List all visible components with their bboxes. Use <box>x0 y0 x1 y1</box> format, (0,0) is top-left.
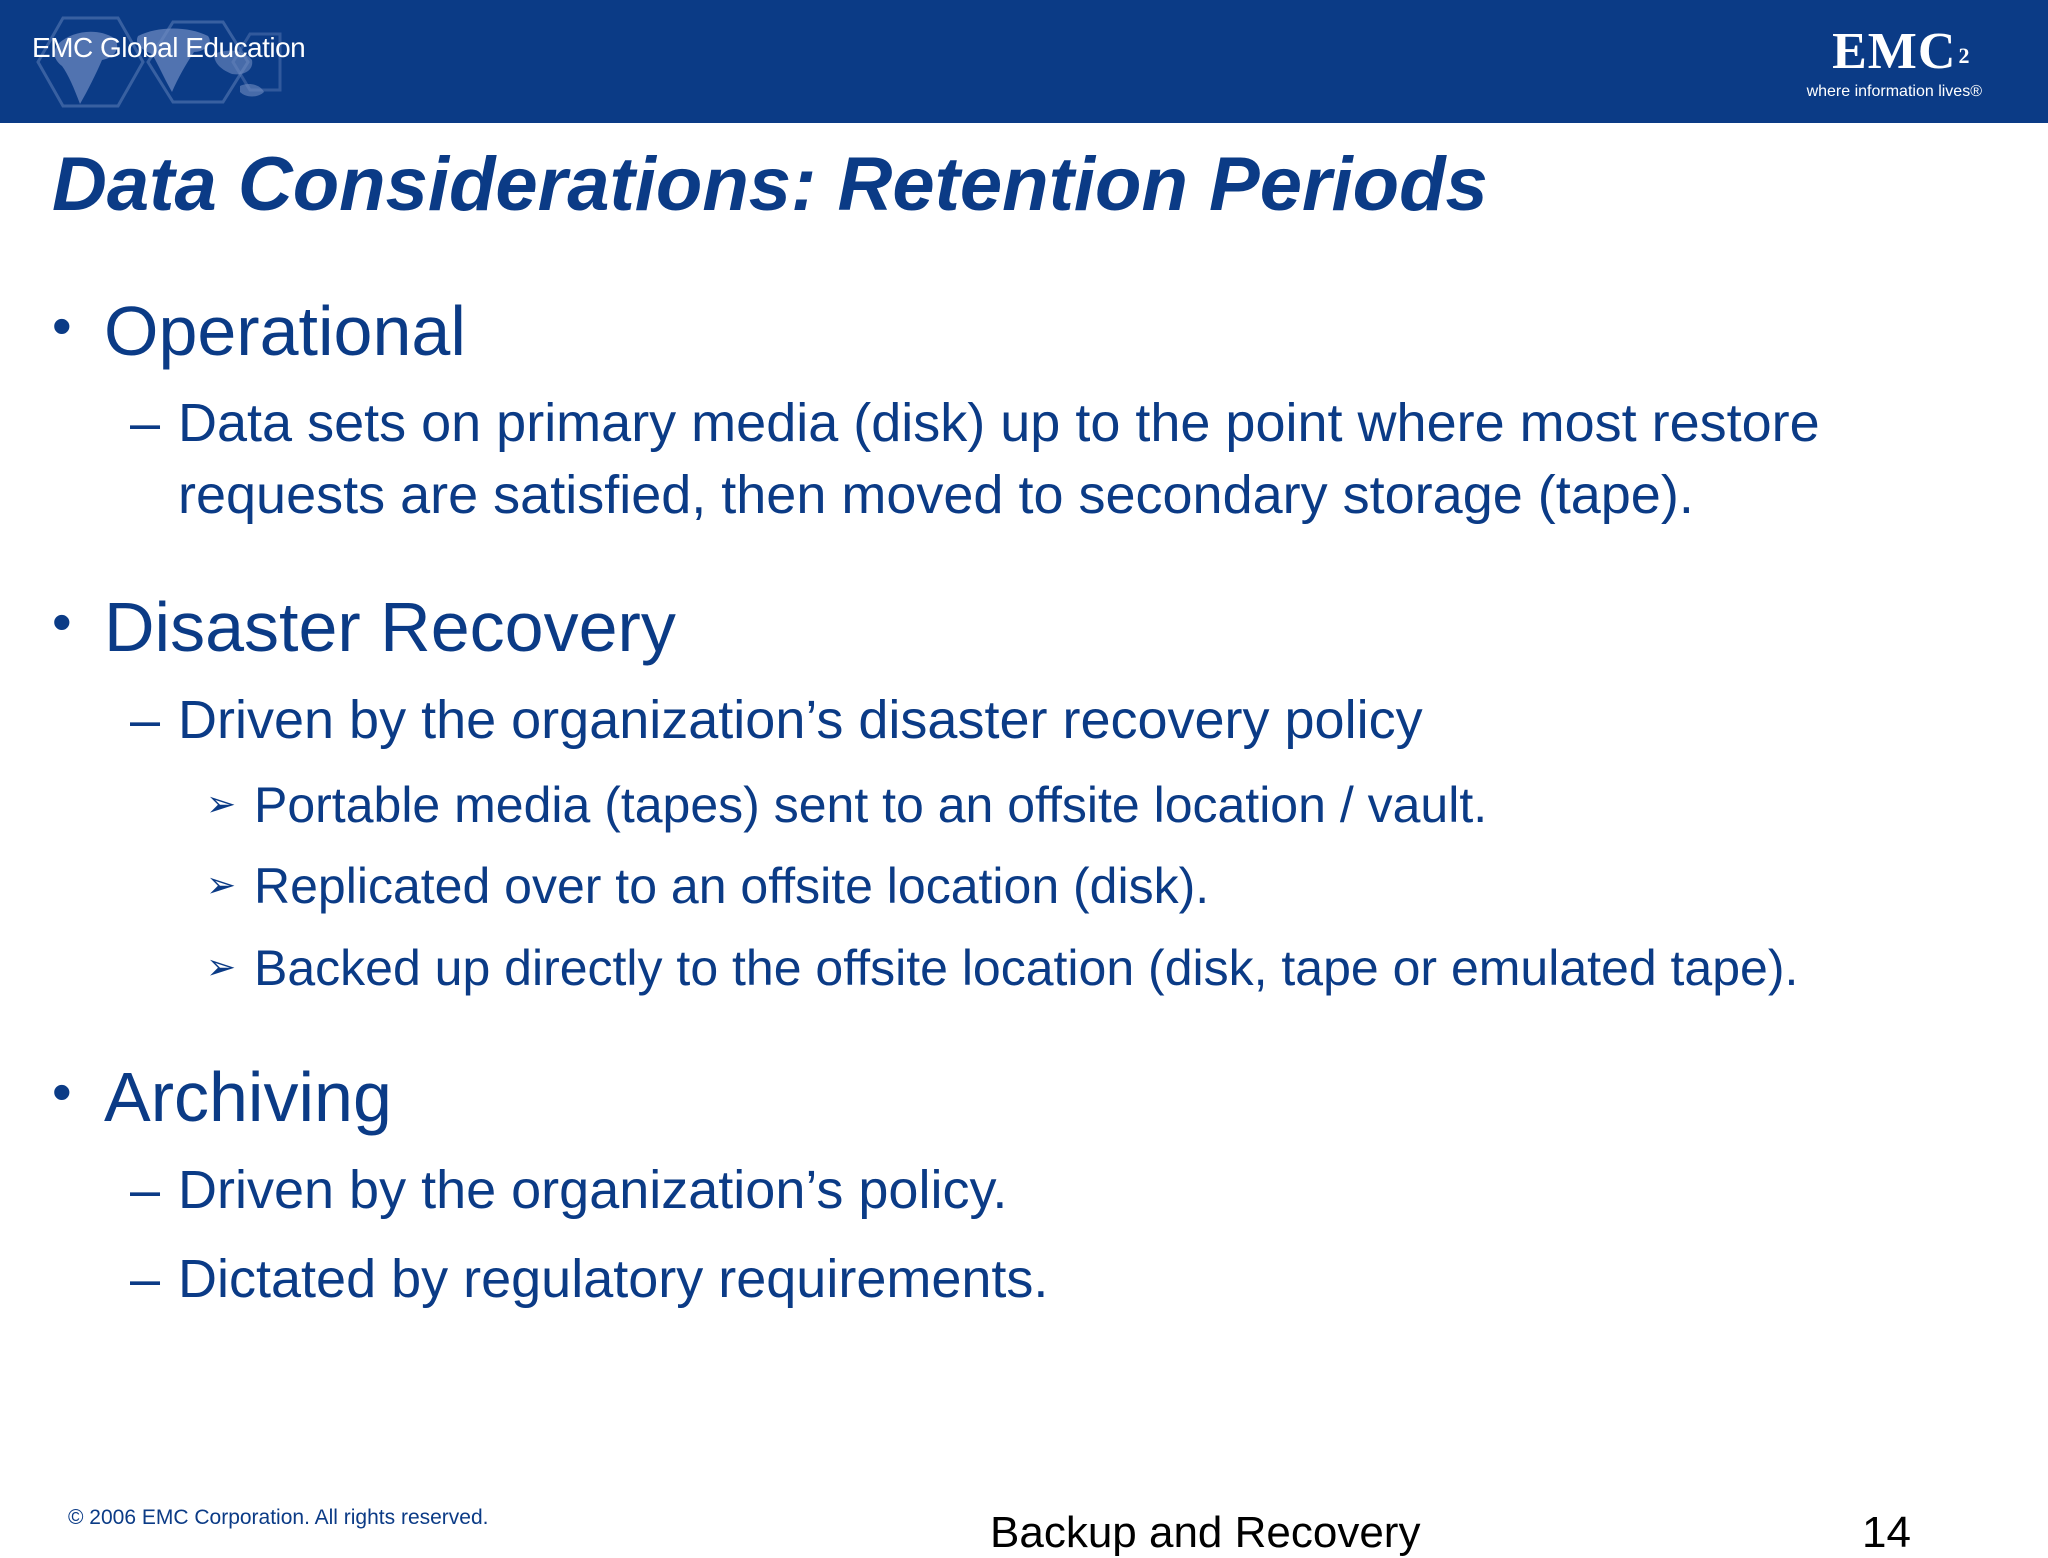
emc-logo-superscript: 2 <box>1958 43 1971 68</box>
copyright-notice: © 2006 EMC Corporation. All rights reserved. <box>68 1506 489 1529</box>
arrow-bullet-icon: ➢ <box>206 864 237 905</box>
sub-list-item <box>206 853 1209 918</box>
emc-logo <box>1807 24 1982 102</box>
list-item-text: Dictated by regulatory requirements. <box>178 1249 1049 1309</box>
list-item-text: Data sets on primary media (disk) up to the point where most restore requests are satisfied, then moved to secondary storage (tape). <box>178 393 1820 525</box>
dash-icon: – <box>130 1160 161 1220</box>
header-banner <box>0 0 2048 123</box>
page-number: 14 <box>1862 1508 1911 1557</box>
bullet-icon: • <box>52 294 72 357</box>
section-disaster-recovery <box>52 582 676 667</box>
sub-list-item <box>206 772 1487 837</box>
dash-icon: – <box>130 393 161 453</box>
section-heading: Disaster Recovery <box>104 588 676 666</box>
list-item <box>130 1243 1048 1315</box>
dash-icon: – <box>130 1249 161 1309</box>
list-item <box>130 684 1423 756</box>
bullet-icon: • <box>52 590 72 653</box>
slide-title: Data Considerations: Retention Periods <box>52 142 1488 227</box>
arrow-bullet-icon: ➢ <box>206 783 237 824</box>
list-item-text: Driven by the organization’s disaster recovery policy <box>178 690 1423 750</box>
sub-list-item <box>206 935 1798 1000</box>
list-item <box>130 387 2010 531</box>
section-archiving <box>52 1052 392 1137</box>
sub-list-item-text: Replicated over to an offsite location (disk). <box>254 858 1210 914</box>
brand-name: EMC Global Education <box>32 32 306 63</box>
bullet-icon: • <box>52 1060 72 1123</box>
course-title: Backup and Recovery <box>990 1508 1421 1557</box>
arrow-bullet-icon: ➢ <box>206 946 237 987</box>
emc-logo-text: EMC <box>1832 23 1957 80</box>
section-heading: Archiving <box>104 1058 392 1136</box>
emc-logo-tagline: where information lives® <box>1806 83 1982 100</box>
sub-list-item-text: Backed up directly to the offsite location (disk, tape or emulated tape). <box>254 940 1799 996</box>
section-operational <box>52 286 466 371</box>
list-item <box>130 1154 1007 1226</box>
section-heading: Operational <box>104 292 466 370</box>
sub-list-item-text: Portable media (tapes) sent to an offsite location / vault. <box>254 777 1488 833</box>
emc-logo-word <box>1832 23 1971 80</box>
dash-icon: – <box>130 690 161 750</box>
list-item-text: Driven by the organization’s policy. <box>178 1160 1008 1220</box>
